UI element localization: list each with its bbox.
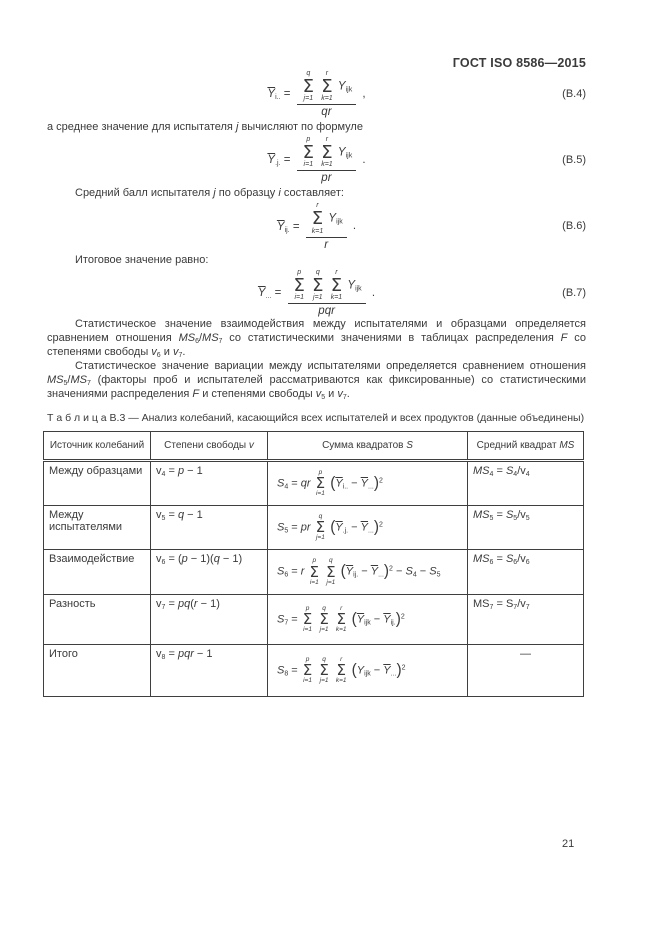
formula-trail: ,	[359, 88, 366, 101]
fraction-denominator: pqr	[318, 304, 335, 317]
cell-source: Итого	[44, 644, 151, 696]
equation-number-b7: (В.7)	[562, 286, 586, 299]
equation-number-b4: (В.4)	[562, 88, 586, 101]
formula-b7	[47, 269, 586, 317]
fraction	[297, 70, 357, 118]
fraction	[297, 136, 357, 184]
page-content	[47, 0, 586, 697]
formula-trail: .	[368, 286, 376, 299]
cell-degrees-of-freedom: $v_8$ = pqr − 1	[151, 644, 268, 696]
cell-degrees-of-freedom: $v_5 = q - 1$	[151, 505, 268, 549]
equation-number-b5: (В.5)	[562, 154, 586, 167]
paragraph-variation-significance: Статистическое значение вариации между испытателями определяется сравнением отношения $MS_5/MS_7$ (факторы проб и испытателей рассматриваются как фиксированные) со статистическими значениями распределения F и степенями свободы $v_5$ и $v_7$.	[47, 359, 586, 401]
formula-b4	[47, 70, 586, 118]
fraction-denominator: pr	[321, 172, 332, 185]
fraction	[288, 269, 366, 317]
table-b3	[43, 431, 584, 697]
equation-number-b6: (В.6)	[562, 220, 586, 233]
table-header-row	[44, 431, 584, 460]
cell-mean-square: $MS_6 = S_6/v_6$	[468, 549, 584, 594]
table-row-between-samples	[44, 460, 584, 505]
cell-source: Между образцами	[44, 460, 151, 505]
cell-sum-of-squares: $S_7$ = p Σ i=1 q Σ j=1 r Σ k=1 $(\overline{Y}_{ijk} - \overline{Y}_{ij.})^2$	[268, 594, 468, 644]
text-before-b6: Средний балл испытателя j по образцу i составляет:	[75, 187, 344, 200]
cell-degrees-of-freedom: $v_7 = pq(r - 1)$	[151, 594, 268, 644]
table-row-between-assessors	[44, 505, 584, 549]
cell-mean-square: $MS_5 = S_5/v_5$	[468, 505, 584, 549]
column-header-degrees-of-freedom: Степени свободы v	[151, 431, 268, 460]
formula-lhs: $\overline{Y}_{ij.}$ =	[276, 220, 303, 234]
table-row-interaction	[44, 549, 584, 594]
cell-sum-of-squares: $S_4$ = qr p Σ i=1 $(\overline{Y}_{i..} - \overline{Y}_{...})^2$	[268, 460, 468, 505]
fraction-numerator: r Σ k=1 $Y_{ijk}$	[306, 202, 347, 237]
formula-trail: .	[349, 220, 357, 233]
paragraph-interaction-significance: Статистическое значение взаимодействия между испытателями и образцами определяется сравнением отношения $MS_6/MS_7$ со статистическими значениями в таблицах распределения F со степенями свободы $v_6$ и $v_7$.	[47, 317, 586, 359]
column-header-mean-square: Средний квадрат MS	[468, 431, 584, 460]
cell-degrees-of-freedom: $v_6 = (p - 1)(q - 1)$	[151, 549, 268, 594]
cell-mean-square: $MS_7 = S_7/v_7$	[468, 594, 584, 644]
formula-b5-body	[267, 136, 365, 184]
formula-b6-body	[277, 202, 356, 250]
fraction	[306, 202, 347, 250]
formula-b5	[47, 136, 586, 184]
formula-lhs: $\overline{Y}_{...}$ =	[257, 286, 285, 300]
document-title: ГОСТ ISO 8586—2015	[452, 56, 586, 70]
cell-sum-of-squares: $S_8$ = p Σ i=1 q Σ j=1 r Σ k=1 $(Y_{ijk} - \overline{Y}_{...})^2$	[268, 644, 468, 696]
formula-trail: .	[359, 154, 366, 167]
column-header-source: Источник колебаний	[44, 431, 151, 460]
formula-b7-body	[258, 269, 375, 317]
fraction-denominator: r	[324, 238, 329, 251]
fraction-numerator: q Σ j=1 r Σ k=1 $Y_{ijk}$	[297, 70, 357, 105]
column-header-sum-of-squares: Сумма квадратов S	[268, 431, 468, 460]
cell-source: Разность	[44, 594, 151, 644]
formula-lhs: $\overline{Y}_{.j.}$ =	[267, 154, 294, 168]
formula-b4-body	[267, 70, 365, 118]
cell-source: Взаимодействие	[44, 549, 151, 594]
page-number: 21	[562, 838, 575, 850]
cell-degrees-of-freedom: $v_4 = p - 1$	[151, 460, 268, 505]
text-before-b7: Итоговое значение равно:	[75, 253, 209, 266]
formula-b6	[47, 202, 586, 250]
table-row-residual	[44, 594, 584, 644]
fraction-numerator: p Σ i=1 r Σ k=1 $Y_{ijk}$	[297, 136, 357, 171]
text-after-b4: а среднее значение для испытателя j вычисляют по формуле	[47, 121, 363, 134]
cell-source: Между испытателями	[44, 505, 151, 549]
fraction-denominator: qr	[321, 106, 332, 119]
cell-sum-of-squares: $S_5$ = pr q Σ j=1 $(\overline{Y}_{.j.} - \overline{Y}_{...})^2$	[268, 505, 468, 549]
cell-mean-square: —	[468, 644, 584, 696]
cell-sum-of-squares: $S_6 = r$ p Σ i=1 q Σ j=1 $(\overline{Y}_{ij.} - \overline{Y}_{...})^2 - S_4 - S_5$	[268, 549, 468, 594]
table-caption: Т а б л и ц а В.3 — Анализ колебаний, касающийся всех испытателей и всех продуктов (данные объединены)	[47, 411, 585, 424]
formula-lhs: $\overline{Y}_{i..}$ =	[267, 88, 294, 102]
fraction-numerator: p Σ i=1 q Σ j=1 r Σ k=1 $Y_{ijk}$	[288, 269, 366, 304]
table-row-total	[44, 644, 584, 696]
cell-mean-square: $MS_4 = S_4/v_4$	[468, 460, 584, 505]
